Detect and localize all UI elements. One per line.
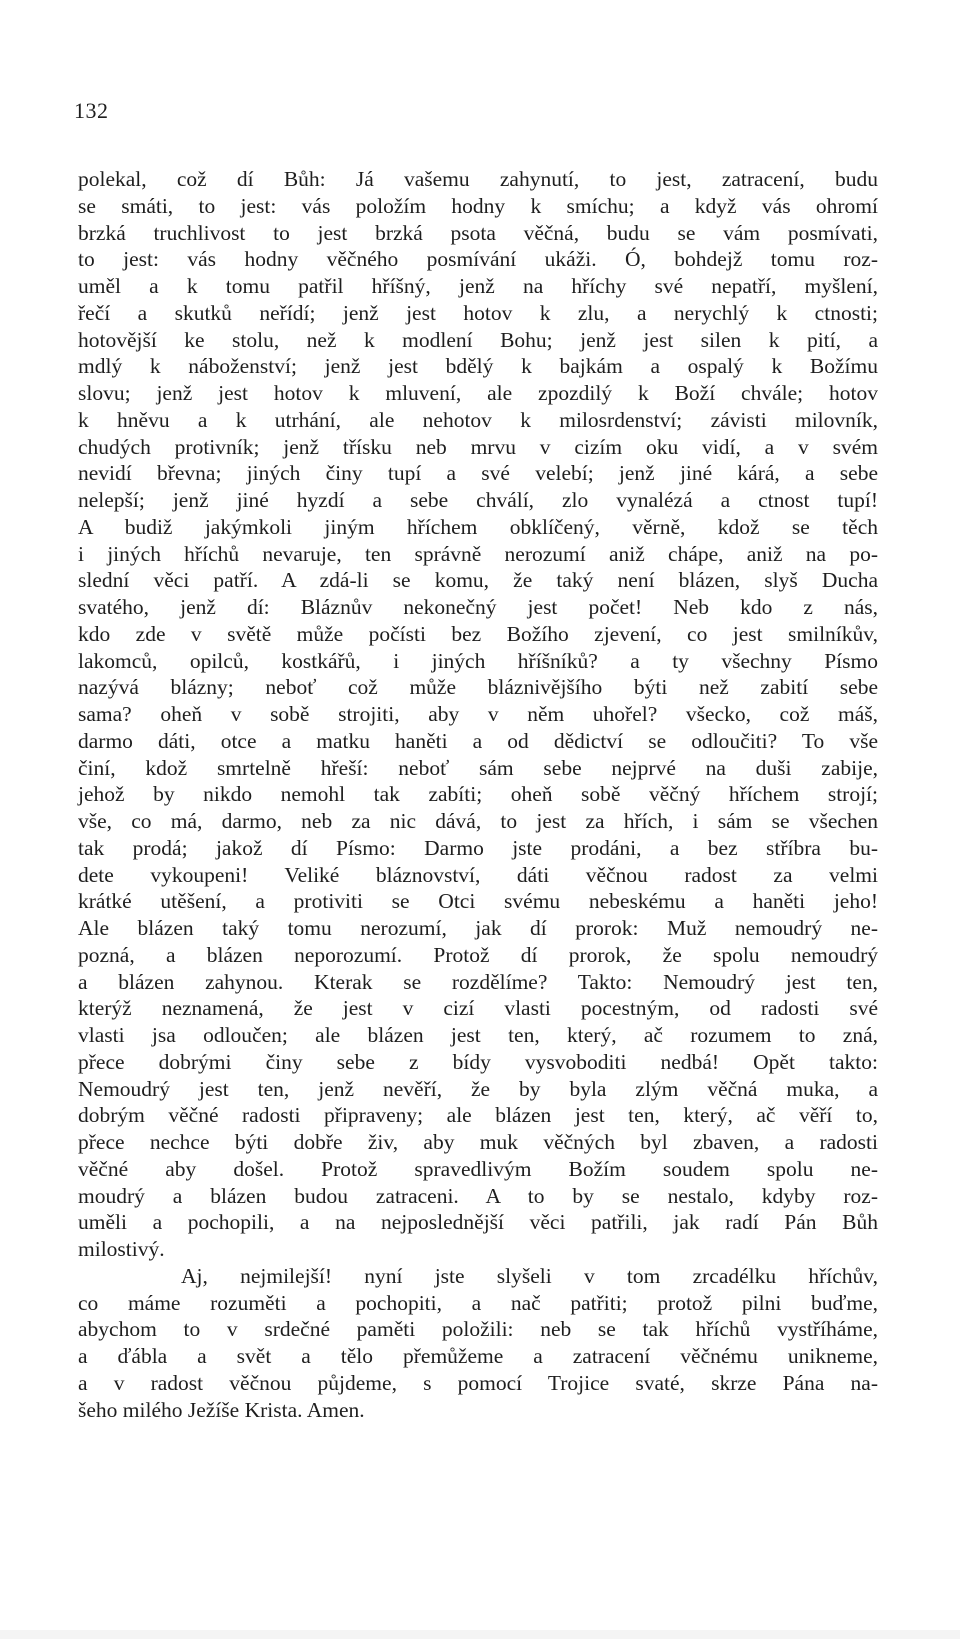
text-line: moudrý a blázen budou zatraceni. A to by se nestalo, kdyby roz- <box>78 1183 878 1208</box>
body-text <box>78 166 878 1423</box>
text-line: přece dobrými činy sebe z bídy vysvoboditi nedbá! Opět takto: <box>78 1049 878 1074</box>
text-line: řečí a skutků neřídí; jenž jest hotov k zlu, a nerychlý k ctnosti; <box>78 300 878 325</box>
text-line: vše, co má, darmo, neb za nic dává, to jest za hřích, i sám se všechen <box>78 809 878 833</box>
text-line: slední věci patří. A zdá-li se komu, že taký není blázen, slyš Ducha <box>78 568 878 593</box>
text-line: i jiných hříchů nevaruje, ten správně nerozumí aniž chápe, aniž na po- <box>78 541 878 566</box>
text-line: milostivý. <box>78 1237 165 1261</box>
text-line: pozná, a blázen neporozumí. Protož dí prorok, že spolu nemoudrý <box>78 942 878 967</box>
text-line: slovu; jenž jest hotov k mluvení, ale zpozdilý k Boží chvále; hotov <box>78 381 878 405</box>
text-line: tak prodá; jakož dí Písmo: Darmo jste prodáni, a bez stříbra bu- <box>78 835 878 860</box>
text-line: a v radost věčnou půjdeme, s pomocí Trojice svaté, skrze Pána na- <box>78 1370 878 1395</box>
text-line: Ale blázen taký tomu nerozumí, jak dí prorok: Muž nemoudrý ne- <box>78 916 878 940</box>
text-line: A budiž jakýmkoli jiným hříchem obklíčený, věrně, kdož se těch <box>78 514 878 539</box>
text-line: vlasti jsa odloučen; ale blázen jest ten, který, ač rozumem to zná, <box>78 1023 878 1047</box>
text-line: nevidí břevna; jiných činy tupí a své velebí; jenž jiné kárá, a sebe <box>78 461 878 486</box>
text-line: nazývá blázny; neboť což může bláznivějšího býti než zabití sebe <box>78 675 878 700</box>
page-bottom-edge <box>0 1630 960 1639</box>
text-line: dete vykoupeni! Veliké bláznovství, dáti věčnou radost za velmi <box>78 862 878 887</box>
text-line: dobrým věčné radosti připraveny; ale blázen jest ten, který, ač věří to, <box>78 1103 878 1128</box>
text-line: přece nechce býti dobře živ, aby muk věčných byl zbaven, a radosti <box>78 1130 878 1154</box>
text-line: a ďábla a svět a tělo přemůžeme a zatracení věčnému unikneme, <box>78 1344 878 1368</box>
text-line: krátké utěšení, a protiviti se Otci svému nebeskému a haněti jeho! <box>78 889 878 914</box>
text-line: činí, kdož smrtelně hřeší: neboť sám sebe nejprvé na duši zabije, <box>78 755 878 780</box>
text-line: chudých protivník; jenž třísku neb mrvu v cizím oku vidí, a v svém <box>78 434 878 459</box>
text-line: brzká truchlivost to jest brzká psota věčná, budu se vám posmívati, <box>78 220 878 245</box>
text-line: lakomců, opilců, kostkářů, i jiných hříšníků? a ty všechny Písmo <box>78 648 878 673</box>
text-line: kdo zde v světě může počísti bez Božího zjevení, co jest smilníkův, <box>78 621 878 646</box>
text-line: uměli a pochopili, a na nejposlednější věci patřili, jak radí Pán Bůh <box>78 1210 878 1235</box>
text-line: sama? oheň v sobě strojiti, aby v něm uhořel? všecko, což máš, <box>78 702 878 726</box>
text-line: Nemoudrý jest ten, jenž nevěří, že by byla zlým věčná muka, a <box>78 1076 878 1101</box>
paragraph <box>78 1263 878 1424</box>
text-line: polekal, což dí Bůh: Já vašemu zahynutí, to jest, zatracení, budu <box>78 167 878 191</box>
text-line: kterýž neznamená, že jest v cizí vlasti pocestným, od radosti své <box>78 996 878 1021</box>
text-line: co máme rozuměti a pochopiti, a nač patřiti; protož pilni buďme, <box>78 1290 878 1315</box>
page-number: 132 <box>74 98 109 123</box>
text-line: jehož by nikdo nemohl tak zabíti; oheň sobě věčný hříchem strojí; <box>78 782 878 807</box>
text-line: hotovější ke stolu, než k modlení Bohu; jenž jest silen k pití, a <box>78 327 878 352</box>
text-line: abychom to v srdečné paměti položili: neb se tak hříchů vystříháme, <box>78 1317 878 1342</box>
text-line: nelepší; jenž jiné hyzdí a sebe chválí, zlo vynalézá a ctnost tupí! <box>78 488 878 512</box>
text-line: mdlý k náboženství; jenž jest bdělý k bajkám a ospalý k Božímu <box>78 354 878 379</box>
text-line: darmo dáti, otce a matku haněti a od dědictví se odloučiti? To vše <box>78 728 878 753</box>
text-line: šeho milého Ježíše Krista. Amen. <box>78 1397 365 1422</box>
paragraph <box>78 166 878 1263</box>
text-line: se smáti, to jest: vás položím hodny k smíchu; a když vás ohromí <box>78 193 878 218</box>
text-line: uměl a k tomu patřil hříšný, jenž na hříchy své nepatří, myšlení, <box>78 274 878 298</box>
text-line: svatého, jenž dí: Bláznův nekonečný jest počet! Neb kdo z nás, <box>78 595 878 619</box>
text-line: věčné aby došel. Protož spravedlivým Božím soudem spolu ne- <box>78 1156 878 1181</box>
text-line: Aj, nejmilejší! nyní jste slyšeli v tom zrcadélku hříchův, <box>181 1263 878 1288</box>
text-line: to jest: vás hodny věčného posmívání ukáži. Ó, bohdejž tomu roz- <box>78 247 878 272</box>
text-line: a blázen zahynou. Kterak se rozdělíme? Takto: Nemoudrý jest ten, <box>78 969 878 994</box>
text-line: k hněvu a k utrhání, ale nehotov k milosrdenství; závisti milovník, <box>78 407 878 432</box>
